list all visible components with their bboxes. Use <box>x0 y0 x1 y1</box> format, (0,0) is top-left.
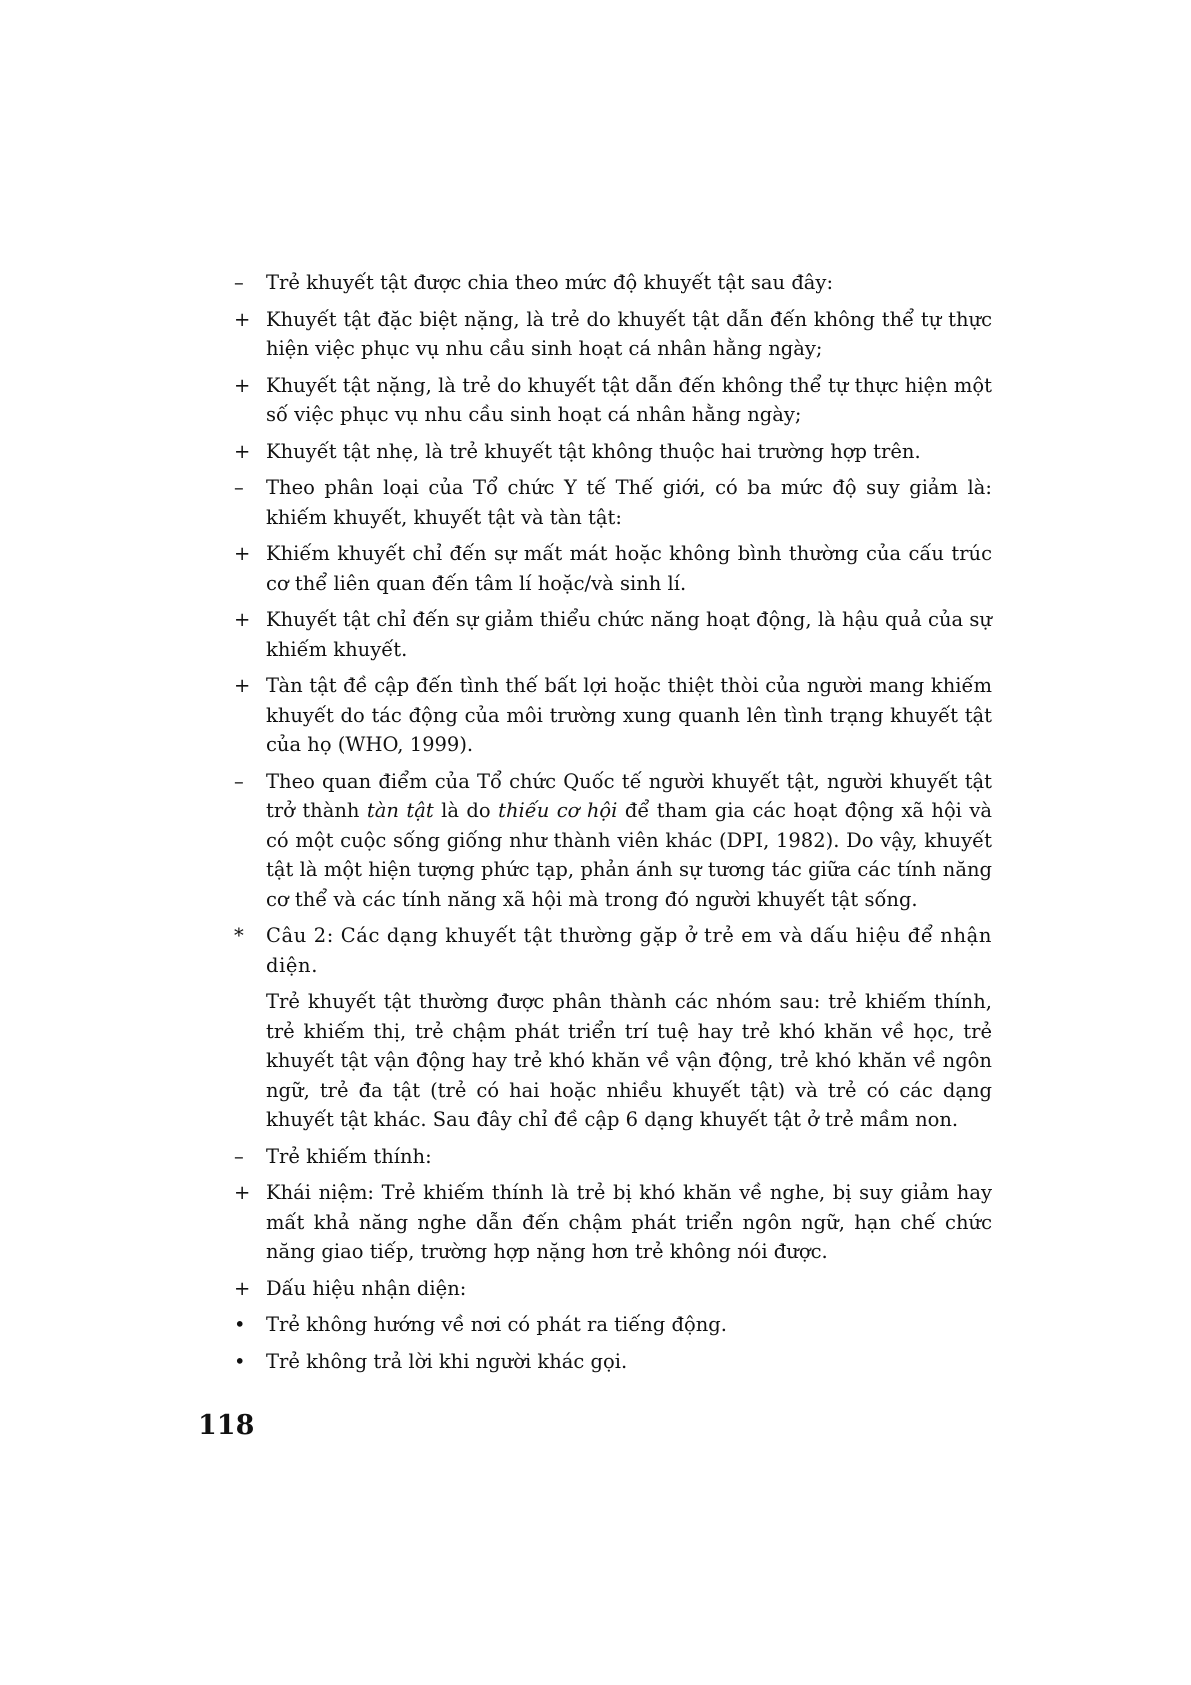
dash-marker: – <box>234 769 244 793</box>
intro-paragraph: Trẻ khuyết tật thường được phân thành các nhóm sau: trẻ khiếm thính, trẻ khiếm thị, trẻ chậm phát triển trí tuệ hay trẻ khó khăn về học, trẻ khuyết tật vận động hay trẻ khó khăn về vận động, trẻ khó khăn về ngôn ngữ, trẻ đa tật (trẻ có hai hoặc nhiều khuyết tật) và trẻ có các dạng khuyết tật khác. Sau đây chỉ đề cập 6 dạng khuyết tật ở trẻ mầm non. <box>266 990 992 1131</box>
list-item <box>230 305 992 364</box>
plus-marker: + <box>234 439 251 463</box>
plus-marker: + <box>234 1181 251 1204</box>
plus-marker: + <box>234 1276 251 1300</box>
dpi-text-part3: để tham gia các hoạt động xã hội và có một cuộc sống giống như thành viên khác (DPI, 1982). Do vậy, khuyết tật là một hiện tượng phức tạp, phản ánh sự tương tác giữa các tính năng cơ thể và các tính năng xã hội mà trong đó người khuyết tật sống. <box>266 799 992 911</box>
list-item-text: Khuyết tật nặng, là trẻ do khuyết tật dẫn đến không thể tự thực hiện một số việc phục vụ nhu cầu sinh hoạt cá nhân hằng ngày; <box>266 373 992 426</box>
list-item-text: Trẻ không hướng về nơi có phát ra tiếng động. <box>266 1313 727 1336</box>
question-text: Câu 2: Các dạng khuyết tật thường gặp ở trẻ em và dấu hiệu để nhận diện. <box>266 924 992 977</box>
plus-marker: + <box>234 307 251 331</box>
dash-marker: – <box>234 1144 244 1168</box>
list-item <box>230 473 992 532</box>
list-item-text: Trẻ khiếm thính: <box>266 1144 432 1168</box>
list-item-text: Theo phân loại của Tổ chức Y tế Thế giới, có ba mức độ suy giảm là: khiếm khuyết, khuyết tật và tàn tật: <box>266 476 992 529</box>
asterisk-marker: * <box>234 924 245 947</box>
list-item-text: Tàn tật đề cập đến tình thế bất lợi hoặc thiệt thòi của người mang khiếm khuyết do tác động của môi trường xung quanh lên tình trạng khuyết tật của họ (WHO, 1999). <box>266 674 992 756</box>
list-item-text: Khuyết tật đặc biệt nặng, là trẻ do khuyết tật dẫn đến không thể tự thực hiện việc phục vụ nhu cầu sinh hoạt cá nhân hằng ngày; <box>266 307 992 360</box>
list-item <box>230 1274 992 1304</box>
plus-marker: + <box>234 674 251 697</box>
list-item <box>230 371 992 430</box>
plus-marker: + <box>234 608 251 631</box>
list-item <box>230 1142 992 1172</box>
list-item <box>230 1347 992 1377</box>
list-item <box>230 268 992 298</box>
dpi-text-part1: Theo quan điểm của Tổ chức Quốc tế người khuyết tật, người khuyết tật trở thành <box>266 769 992 822</box>
page-number: 118 <box>198 1410 255 1441</box>
list-item-text: Khái niệm: Trẻ khiếm thính là trẻ bị khó khăn về nghe, bị suy giảm hay mất khả năng nghe dẫn đến chậm phát triển ngôn ngữ, hạn chế chức năng giao tiếp, trường hợp nặng hơn trẻ không nói được. <box>266 1181 992 1263</box>
list-item-text: Khuyết tật chỉ đến sự giảm thiểu chức năng hoạt động, là hậu quả của sự khiếm khuyết. <box>266 608 992 661</box>
list-item <box>230 437 992 467</box>
question-heading <box>230 921 992 980</box>
list-item <box>230 605 992 664</box>
list-item <box>230 1310 992 1340</box>
body-text <box>230 268 992 1383</box>
bullet-marker: • <box>234 1313 246 1336</box>
list-item <box>230 539 992 598</box>
list-item <box>230 671 992 760</box>
list-item-text: Khuyết tật nhẹ, là trẻ khuyết tật không thuộc hai trường hợp trên. <box>266 439 921 463</box>
dpi-emphasis-lack-of-opportunity: thiếu cơ hội <box>498 799 618 822</box>
list-item-text: Trẻ không trả lời khi người khác gọi. <box>266 1349 628 1373</box>
list-item-dpi <box>230 767 992 915</box>
list-item-text: Trẻ khuyết tật được chia theo mức độ khuyết tật sau đây: <box>266 271 834 294</box>
dash-marker: – <box>234 271 244 294</box>
plus-marker: + <box>234 373 251 397</box>
dpi-text-part2: là do <box>433 799 499 822</box>
list-item-text: Khiếm khuyết chỉ đến sự mất mát hoặc không bình thường của cấu trúc cơ thể liên quan đến tâm lí hoặc/và sinh lí. <box>266 542 992 595</box>
list-item <box>230 1178 992 1267</box>
list-item-text: Dấu hiệu nhận diện: <box>266 1276 467 1300</box>
bullet-marker: • <box>234 1349 246 1373</box>
dash-marker: – <box>234 476 244 499</box>
dpi-emphasis-disabled: tàn tật <box>366 799 434 822</box>
plus-marker: + <box>234 542 251 565</box>
